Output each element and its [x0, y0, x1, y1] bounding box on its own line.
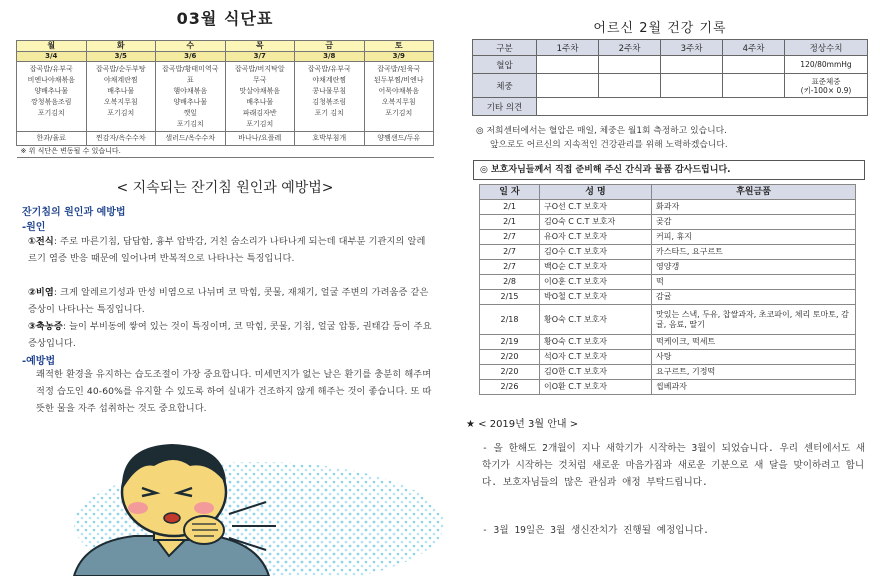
table-row — [480, 290, 856, 305]
menu-date: 3/8 — [295, 52, 365, 62]
donation-date: 2/19 — [480, 335, 540, 350]
weight-week1 — [537, 74, 599, 98]
menu-item: 콩나물무침 — [312, 87, 347, 95]
health-header-row — [473, 40, 868, 56]
cause-asthma — [28, 233, 434, 267]
menu-item: 잡곡밥/순두부탕 — [95, 65, 146, 73]
notice-item-1: - 올 한해도 2개월이 지나 새학기가 시작하는 3월이 되었습니다. 우리 센터에서도 새학기가 시작하는 것처럼 새로운 마음가짐과 새로운 기분으로 새 달을 맞이하려고 합니다. 보호자님들의 많은 관심과 애정 부탁드립니다. — [482, 443, 866, 488]
donation-name: 이O훈 C.T 보호자 — [540, 275, 652, 290]
menu-item: 된두부찜/비엔나 — [373, 76, 424, 84]
menu-item: 포기김치 — [37, 109, 65, 117]
menu-note-row — [17, 146, 434, 158]
menu-item: 비엔나야채볶음 — [27, 76, 75, 84]
menu-item: 잡곡밥/된육국 — [377, 65, 421, 73]
menu-day-row — [17, 41, 434, 52]
donation-date: 2/1 — [480, 200, 540, 215]
donation-header: 일 자 — [480, 185, 540, 200]
menu-day: 목 — [225, 41, 295, 52]
table-row — [480, 200, 856, 215]
menu-item: 포기 김치 — [314, 109, 344, 117]
health-note — [476, 124, 728, 152]
menu-snack: 바나나/요플레 — [225, 132, 295, 146]
menu-item: 잡곡밥/황태미역국 — [162, 65, 219, 73]
bp-week2 — [599, 56, 661, 74]
menu-day: 수 — [156, 41, 226, 52]
donation-item: 떡케이크, 떡세트 — [652, 335, 856, 350]
health-header: 구분 — [473, 40, 537, 56]
health-note-line1: ◎ 저희센터에서는 혈압은 매일, 체중은 월1회 측정하고 있습니다. — [476, 126, 727, 136]
menu-items-cell — [17, 62, 87, 132]
menu-snack: 샐러드/옥수수차 — [156, 132, 226, 146]
health-header: 2주차 — [599, 40, 661, 56]
menu-date: 3/5 — [86, 52, 156, 62]
weight-week2 — [599, 74, 661, 98]
menu-items-cell — [295, 62, 365, 132]
menu-date-row — [17, 52, 434, 62]
health-header: 1주차 — [537, 40, 599, 56]
menu-item: 김청볶조림 — [312, 98, 347, 106]
cause-sinusitis-text: : 늘이 부비동에 쌓여 있는 것이 특징이며, 코 막힘, 콧물, 기침, 얼굴 압통, 권태감 등이 주요 증상입니다. — [28, 321, 432, 349]
donation-name: 구O선 C.T 보호자 — [540, 200, 652, 215]
donation-date: 2/20 — [480, 350, 540, 365]
menu-date: 3/6 — [156, 52, 226, 62]
menu-item: 무국 — [252, 76, 267, 84]
donation-item: 요구르트, 기정떡 — [652, 365, 856, 380]
menu-note: ※ 위 식단은 변동될 수 있습니다. — [17, 146, 434, 158]
cause-sinusitis — [28, 318, 434, 352]
donation-item: 곶감 — [652, 215, 856, 230]
donation-name: 김O한 C.T 보호자 — [540, 365, 652, 380]
menu-date: 3/4 — [17, 52, 87, 62]
donation-name: 유O자 C.T 보호자 — [540, 230, 652, 245]
donation-item: 커피, 휴지 — [652, 230, 856, 245]
weight-normal — [785, 74, 868, 98]
menu-item: 잡곡밥/버지탁알 — [234, 65, 285, 73]
health-header: 3주차 — [661, 40, 723, 56]
menu-item: 어묵야채볶음 — [378, 87, 420, 95]
cause-rhinitis — [28, 284, 434, 318]
donation-name: 황O숙 C.T 보호자 — [540, 335, 652, 350]
cause-asthma-label: ①전식 — [28, 236, 54, 247]
donation-name: 석O자 C.T 보호자 — [540, 350, 652, 365]
table-row — [480, 365, 856, 380]
menu-item: 잡곡밥/유부국 — [307, 65, 351, 73]
donation-item: 사탕 — [652, 350, 856, 365]
menu-item: 배추나물 — [246, 98, 274, 106]
cough-section-title: < 지속되는 잔기침 원인과 예방법> — [116, 180, 334, 196]
table-row — [480, 275, 856, 290]
menu-item: 파래김자반 — [242, 109, 277, 117]
health-header: 4주차 — [723, 40, 785, 56]
other-value — [537, 98, 868, 116]
donation-item: 떡 — [652, 275, 856, 290]
table-row — [480, 260, 856, 275]
bp-week4 — [723, 56, 785, 74]
menu-item: 배추나물 — [107, 87, 135, 95]
weight-week3 — [661, 74, 723, 98]
donation-date: 2/7 — [480, 230, 540, 245]
bp-normal: 120/80mmHg — [785, 56, 868, 74]
menu-snack: 호박부침개 — [295, 132, 365, 146]
prevention-text: 쾌적한 환경을 유지하는 습도조절이 가장 중요합니다. 미세먼지가 없는 날은 환기를 충분히 해주며 적정 습도인 40-60%를 유지할 수 있도록 하여 실내가 건조하지 않게 해주는 것이 좋습니다. 또 따뜻한 물을 자주 섭취하는 것도 중요합니다. — [36, 369, 432, 414]
cause-asthma-text: : 주로 마른기침, 답답함, 흉부 압박감, 거친 숨소리가 나타나게 되는데 대부분 기관지의 알레르기 염증 반응 때문에 일어나며 반복적으로 나타나는 특징입니다. — [28, 236, 426, 264]
cough-subtitle: 잔기침의 원인과 예방법 — [22, 207, 126, 218]
health-weight-row — [473, 74, 868, 98]
donation-item: 감귤 — [652, 290, 856, 305]
menu-snack: 한과/율료 — [17, 132, 87, 146]
donation-table — [479, 184, 856, 395]
menu-snack-row — [17, 132, 434, 146]
weight-normal-line1: 표준체중 — [811, 76, 841, 86]
donation-date: 2/1 — [480, 215, 540, 230]
health-header: 정상수치 — [785, 40, 868, 56]
donation-header-row — [480, 185, 856, 200]
menu-date: 3/9 — [364, 52, 434, 62]
menu-item: 포기김치 — [107, 109, 135, 117]
donation-date: 2/18 — [480, 305, 540, 335]
cause-rhinitis-label: ②비염 — [28, 287, 54, 298]
prevention-label: -예방법 — [22, 356, 56, 367]
menu-item: 맛살야채볶음 — [239, 87, 281, 95]
cause-rhinitis-text: : 크게 알레르기성과 만성 비염으로 나뉘며 코 막힘, 콧물, 재채기, 얼굴 주변의 가려움증 같은 증상이 나타나는 특징입니다. — [28, 287, 429, 315]
donation-date: 2/7 — [480, 245, 540, 260]
menu-item: 햄야채볶음 — [173, 87, 208, 95]
table-row — [480, 305, 856, 335]
menu-item: 양배추나물 — [34, 87, 69, 95]
other-label: 기타 의견 — [473, 98, 537, 116]
menu-snack: 양쨈샌드/두유 — [364, 132, 434, 146]
donation-name: 박O철 C.T 보호자 — [540, 290, 652, 305]
notice-item-2: - 3월 19일은 3월 생신잔치가 진행될 예정입니다. — [482, 525, 709, 536]
table-row — [480, 215, 856, 230]
table-row — [480, 350, 856, 365]
menu-item: 오복지무침 — [103, 98, 138, 106]
donation-name: 황O숙 C.T 보호자 — [540, 305, 652, 335]
table-row — [480, 245, 856, 260]
donation-item: 영양갱 — [652, 260, 856, 275]
menu-items-row — [17, 62, 434, 132]
table-row — [480, 230, 856, 245]
menu-item: 포기김치 — [385, 109, 413, 117]
health-note-line2: 앞으로도 어르신의 지속적인 건강관리를 위해 노력하겠습니다. — [490, 140, 728, 150]
bp-week1 — [537, 56, 599, 74]
health-bp-row — [473, 56, 868, 74]
thanks-title: ◎ 보호자님들께서 직접 준비해 주신 간식과 물품 감사드립니다. — [473, 160, 865, 180]
coughing-man-illustration — [4, 432, 444, 576]
donation-name: 김O수 C.T 보호자 — [540, 245, 652, 260]
menu-day: 금 — [295, 41, 365, 52]
weight-label: 체중 — [473, 74, 537, 98]
menu-items-cell — [86, 62, 156, 132]
menu-item: 야채계란찜 — [103, 76, 138, 84]
bp-week3 — [661, 56, 723, 74]
donation-date: 2/20 — [480, 365, 540, 380]
donation-date: 2/26 — [480, 380, 540, 395]
menu-date: 3/7 — [225, 52, 295, 62]
donation-date: 2/8 — [480, 275, 540, 290]
menu-snack: 찐감자/옥수수차 — [86, 132, 156, 146]
donation-header: 후원금품 — [652, 185, 856, 200]
menu-item: 포기김치 — [176, 120, 204, 128]
menu-items-cell — [364, 62, 434, 132]
menu-day: 월 — [17, 41, 87, 52]
menu-item: 깡청볶음조림 — [30, 98, 72, 106]
table-row — [480, 335, 856, 350]
health-record-table — [472, 39, 868, 116]
cause-sinusitis-label: ③축농증 — [28, 321, 63, 332]
bp-label: 혈압 — [473, 56, 537, 74]
menu-item: 오복지무침 — [381, 98, 416, 106]
menu-day: 화 — [86, 41, 156, 52]
menu-item: 포기김치 — [246, 120, 274, 128]
donation-name: 이O환 C.T 보호자 — [540, 380, 652, 395]
donation-date: 2/7 — [480, 260, 540, 275]
menu-table — [16, 40, 434, 158]
donation-item: 카스타드, 요구르트 — [652, 245, 856, 260]
donation-item: 맛있는 스낵, 두유, 찹쌀과자, 초코파이, 체리 토마토, 감귤, 음료, 딸기 — [652, 305, 856, 335]
health-record-title: 어르신 2월 건강 기록 — [593, 21, 727, 36]
donation-item: 씹베과자 — [652, 380, 856, 395]
menu-items-cell — [225, 62, 295, 132]
donation-name: 백O순 C.T 보호자 — [540, 260, 652, 275]
cause-label: -원인 — [22, 222, 46, 233]
menu-items-cell — [156, 62, 226, 132]
menu-item: 야채계란찜 — [312, 76, 347, 84]
menu-item: 표 — [186, 76, 194, 84]
donation-header: 성 명 — [540, 185, 652, 200]
menu-title: 03월 식단표 — [176, 9, 274, 28]
weight-normal-line2: (키-100× 0.9) — [800, 85, 852, 95]
health-other-row — [473, 98, 868, 116]
menu-day: 토 — [364, 41, 434, 52]
weight-week4 — [723, 74, 785, 98]
menu-item: 잡곡밥/유부국 — [29, 65, 73, 73]
donation-date: 2/15 — [480, 290, 540, 305]
table-row — [480, 380, 856, 395]
menu-item: 양배추나물 — [173, 98, 208, 106]
donation-item: 화과자 — [652, 200, 856, 215]
notice-title: ★ < 2019년 3월 안내 > — [466, 419, 579, 430]
donation-name: 김O숙 C C.T 보호자 — [540, 215, 652, 230]
menu-item: 깻잎 — [183, 109, 198, 117]
